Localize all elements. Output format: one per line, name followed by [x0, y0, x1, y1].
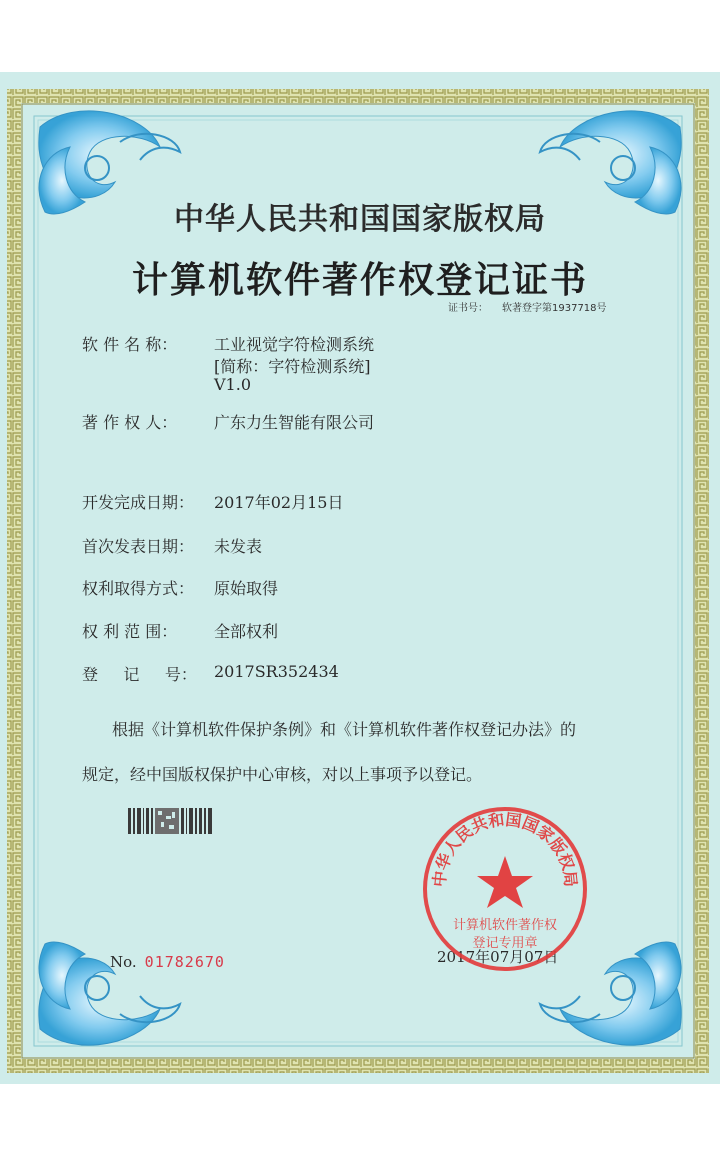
- issuer-title: 中华人民共和国国家版权局: [174, 202, 546, 237]
- seal-inner-line-2: 登记专用章: [472, 936, 538, 951]
- serial-number: [110, 953, 225, 971]
- field-label: 软 件 名 称：: [82, 335, 178, 354]
- cert-no-value: 软著登字第1937718号: [502, 303, 607, 314]
- field-value: 原始取得: [214, 579, 279, 598]
- field-value: 工业视觉字符检测系统: [214, 335, 375, 354]
- field-label: 著 作 权 人：: [82, 413, 178, 432]
- certificate-title: 计算机软件著作权登记证书: [131, 259, 588, 301]
- barcode: [128, 808, 212, 834]
- field-value: 全部权利: [214, 622, 279, 641]
- field-label: 权利取得方式：: [82, 579, 195, 598]
- field-label: 登 记 号：: [82, 665, 197, 684]
- field-label: 首次发表日期：: [82, 537, 195, 556]
- certificate-sheet: [0, 72, 720, 1084]
- statement-line-2: 规定，经中国版权保护中心审核，对以上事项予以登记。: [82, 765, 483, 784]
- field-label: 权 利 范 围：: [82, 622, 178, 641]
- star-icon: [477, 856, 533, 908]
- field-value: [简称：字符检测系统]: [214, 357, 371, 376]
- field-value: 2017年02月15日: [214, 493, 344, 512]
- official-seal: [420, 804, 590, 974]
- field-value: 广东力生智能有限公司: [214, 413, 375, 432]
- serial-label: No.: [110, 953, 137, 971]
- statement-line-1: 根据《计算机软件保护条例》和《计算机软件著作权登记办法》的: [112, 720, 577, 739]
- serial-value: 01782670: [144, 953, 225, 971]
- certificate-number: [448, 299, 607, 314]
- seal-inner-line-1: 计算机软件著作权: [452, 918, 558, 933]
- cert-no-label: 证书号：: [448, 303, 488, 314]
- field-value: V1.0: [214, 375, 251, 394]
- field-value: 未发表: [214, 537, 263, 556]
- seal-outer-text: 中华人民共和国国家版权局: [429, 809, 581, 888]
- field-value: 2017SR352434: [214, 662, 339, 681]
- issue-date: 2017年07月07日: [437, 948, 559, 966]
- field-label: 开发完成日期：: [82, 493, 195, 512]
